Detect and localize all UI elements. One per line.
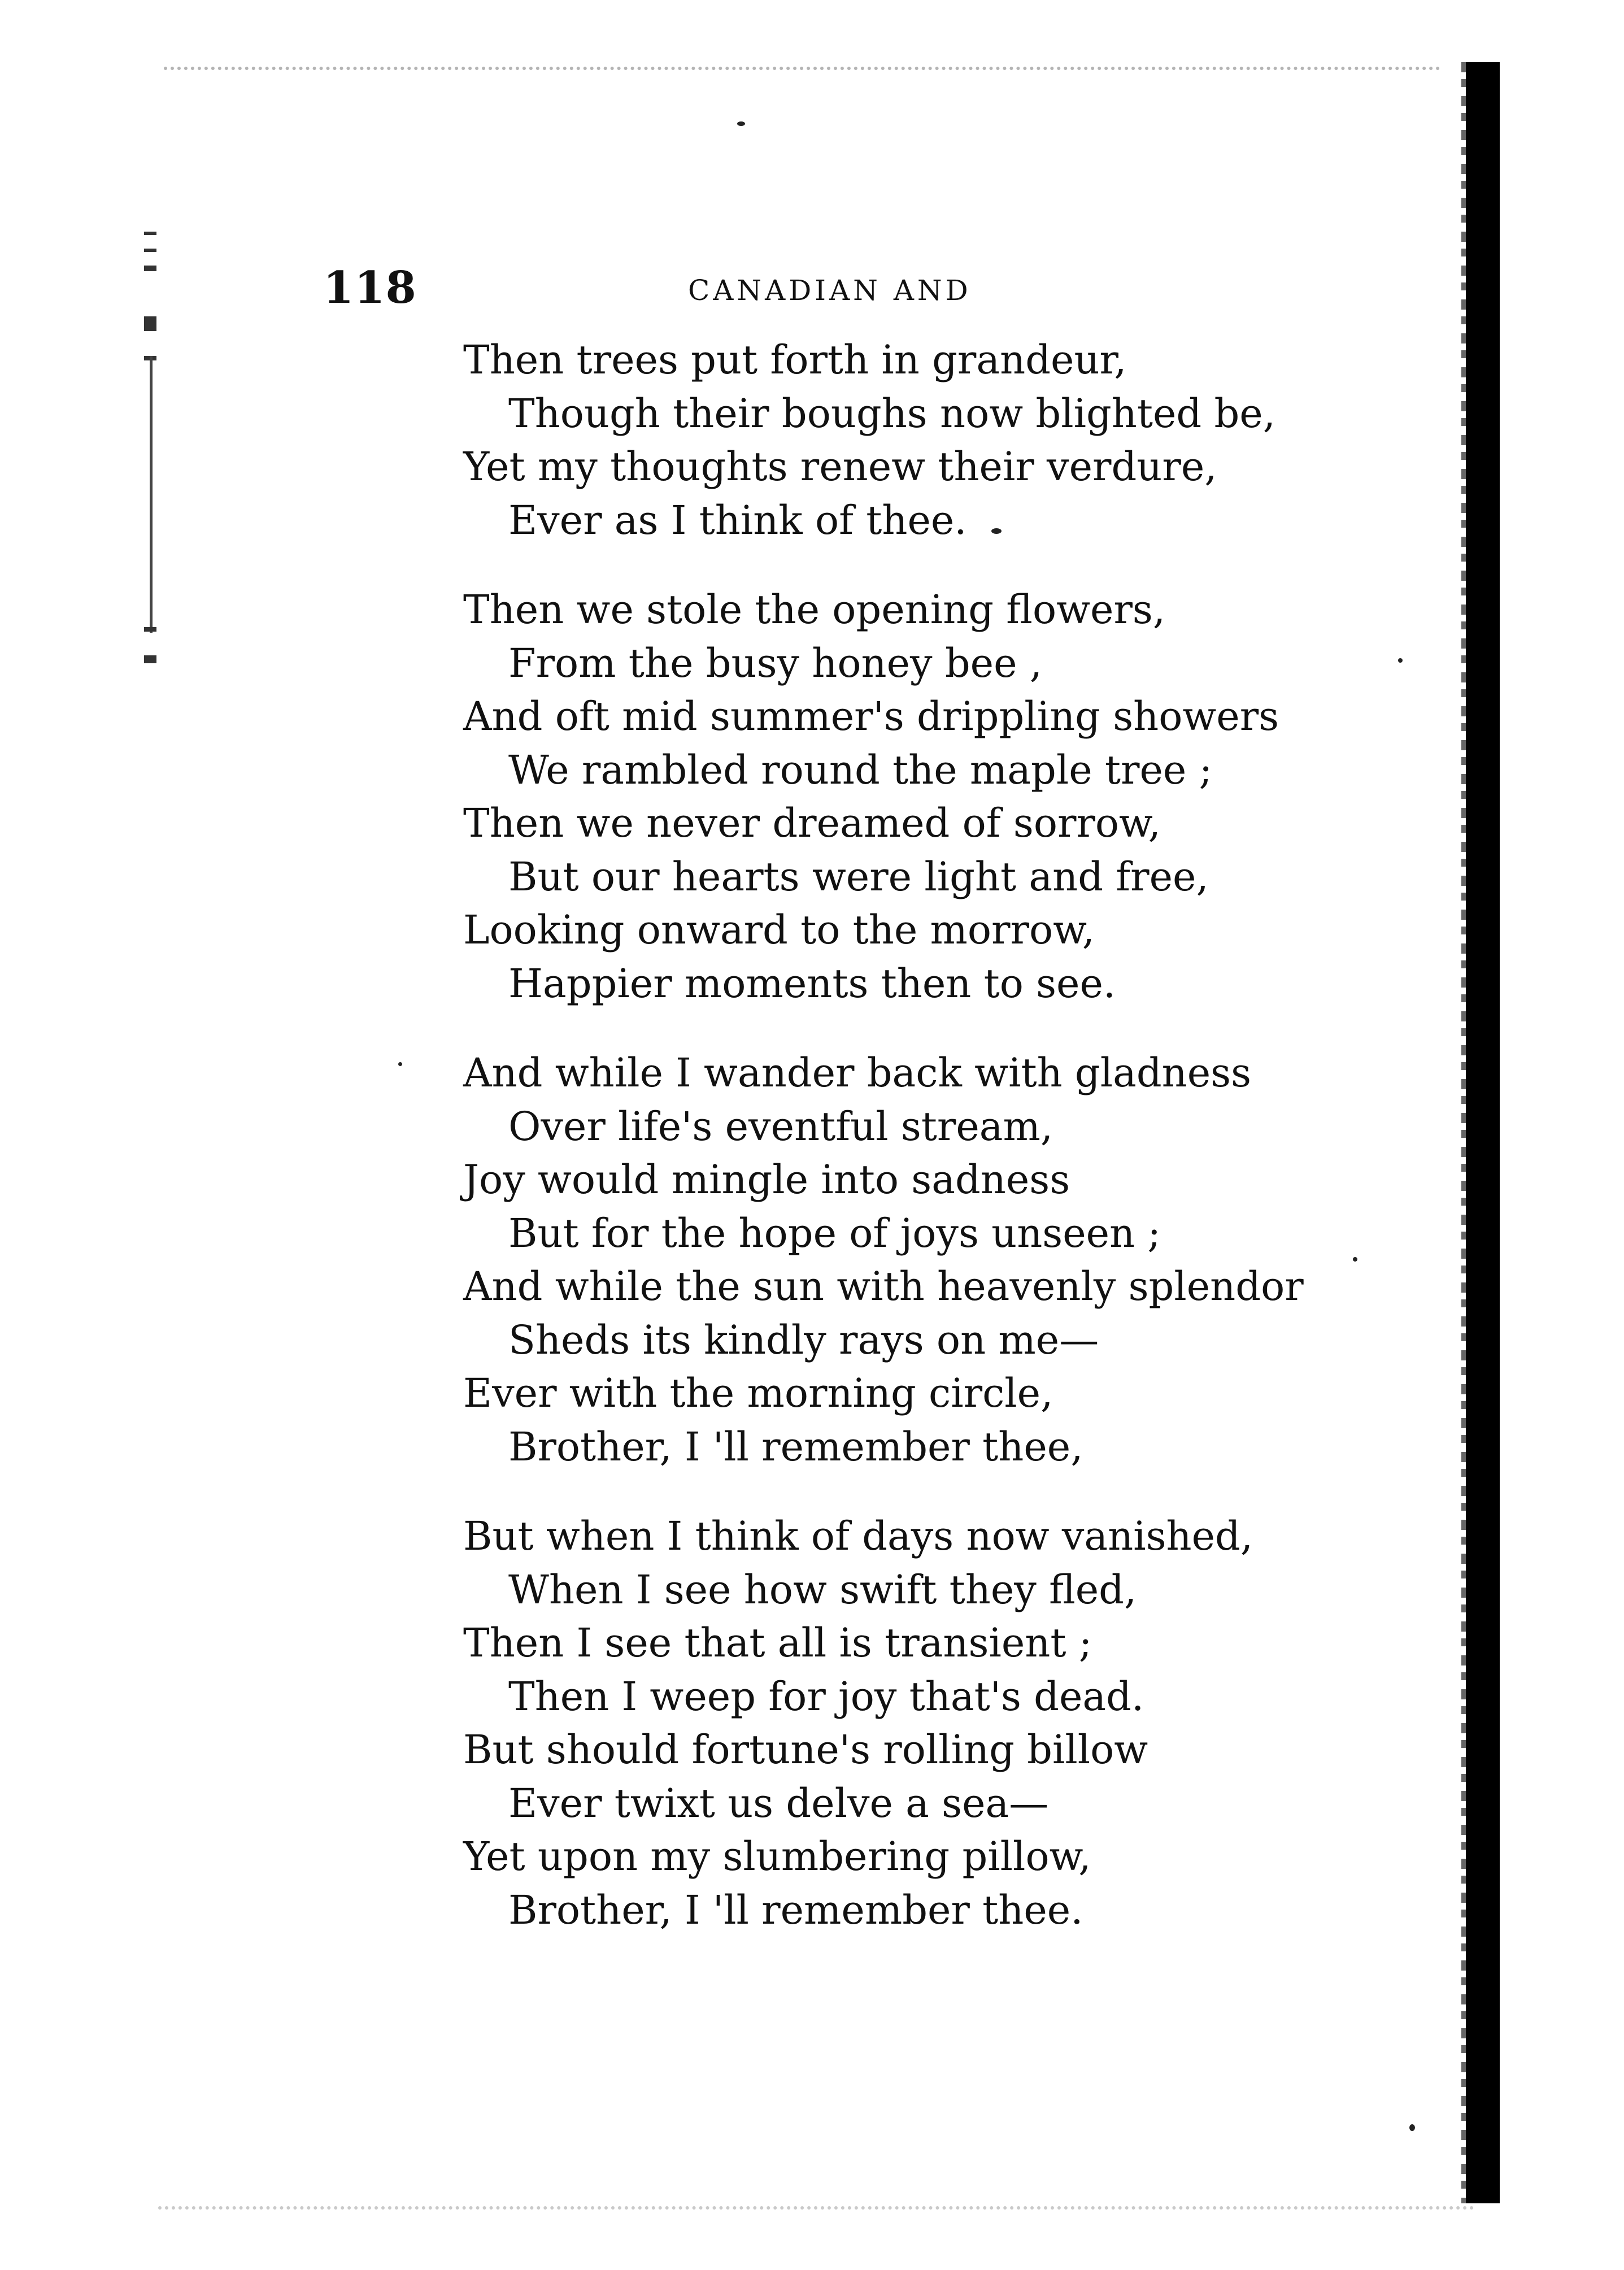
page-number: 118	[323, 262, 417, 314]
scan-top-edge	[164, 67, 1440, 72]
poem-line: Ever with the morning circle,	[463, 1370, 1053, 1416]
poem-line: Then I see that all is transient ;	[463, 1620, 1092, 1666]
poem-line: Yet my thoughts renew their verdure,	[463, 443, 1217, 490]
binding-shadow	[1466, 62, 1500, 2203]
poem-line: Happier moments then to see.	[508, 960, 1116, 1007]
poem-line: And while I wander back with gladness	[463, 1050, 1252, 1096]
poem-line: And while the sun with heavenly splendor	[463, 1263, 1304, 1310]
poem-line: From the busy honey bee ,	[508, 640, 1042, 686]
scan-speck	[398, 1062, 402, 1066]
poem-line: Brother, I 'll remember thee,	[508, 1423, 1083, 1470]
page-header	[0, 260, 1624, 316]
poem-line: Ever as I think of thee.	[508, 497, 967, 543]
scan-speck	[1409, 2124, 1415, 2131]
stanza	[463, 1510, 1423, 1937]
poem-line: Though their boughs now blighted be,	[508, 390, 1275, 437]
stanza	[463, 583, 1423, 1010]
scan-speck	[737, 121, 745, 126]
poem-line: Yet upon my slumbering pillow,	[463, 1833, 1091, 1880]
poem-line: And oft mid summer's drippling showers	[463, 693, 1279, 740]
poem-line: Then I weep for joy that's dead.	[508, 1673, 1144, 1720]
poem-body	[463, 333, 1423, 1973]
poem-line: Looking onward to the morrow,	[463, 907, 1095, 953]
poem-line: Then we never dreamed of sorrow,	[463, 800, 1161, 846]
stanza	[463, 1046, 1423, 1473]
poem-line: We rambled round the maple tree ;	[508, 746, 1213, 793]
poem-line: Over life's eventful stream,	[508, 1103, 1053, 1150]
stanza	[463, 333, 1423, 547]
scan-bottom-edge	[158, 2206, 1474, 2212]
running-head: CANADIAN AND	[688, 274, 972, 307]
poem-line: But our hearts were light and free,	[508, 853, 1209, 900]
poem-line: Sheds its kindly rays on me—	[508, 1316, 1099, 1363]
poem-line: But when I think of days now vanished,	[463, 1513, 1253, 1559]
poem-line: But should fortune's rolling billow	[463, 1727, 1148, 1773]
poem-line: Ever twixt us delve a sea—	[508, 1780, 1049, 1827]
poem-line: Then we stole the opening flowers,	[463, 586, 1166, 633]
poem-line: Then trees put forth in grandeur,	[463, 337, 1127, 383]
poem-line: But for the hope of joys unseen ;	[508, 1210, 1161, 1256]
poem-line: Brother, I 'll remember thee.	[508, 1886, 1083, 1933]
poem-line: When I see how swift they fled,	[508, 1566, 1137, 1613]
poem-line: Joy would mingle into sadness	[463, 1156, 1070, 1203]
